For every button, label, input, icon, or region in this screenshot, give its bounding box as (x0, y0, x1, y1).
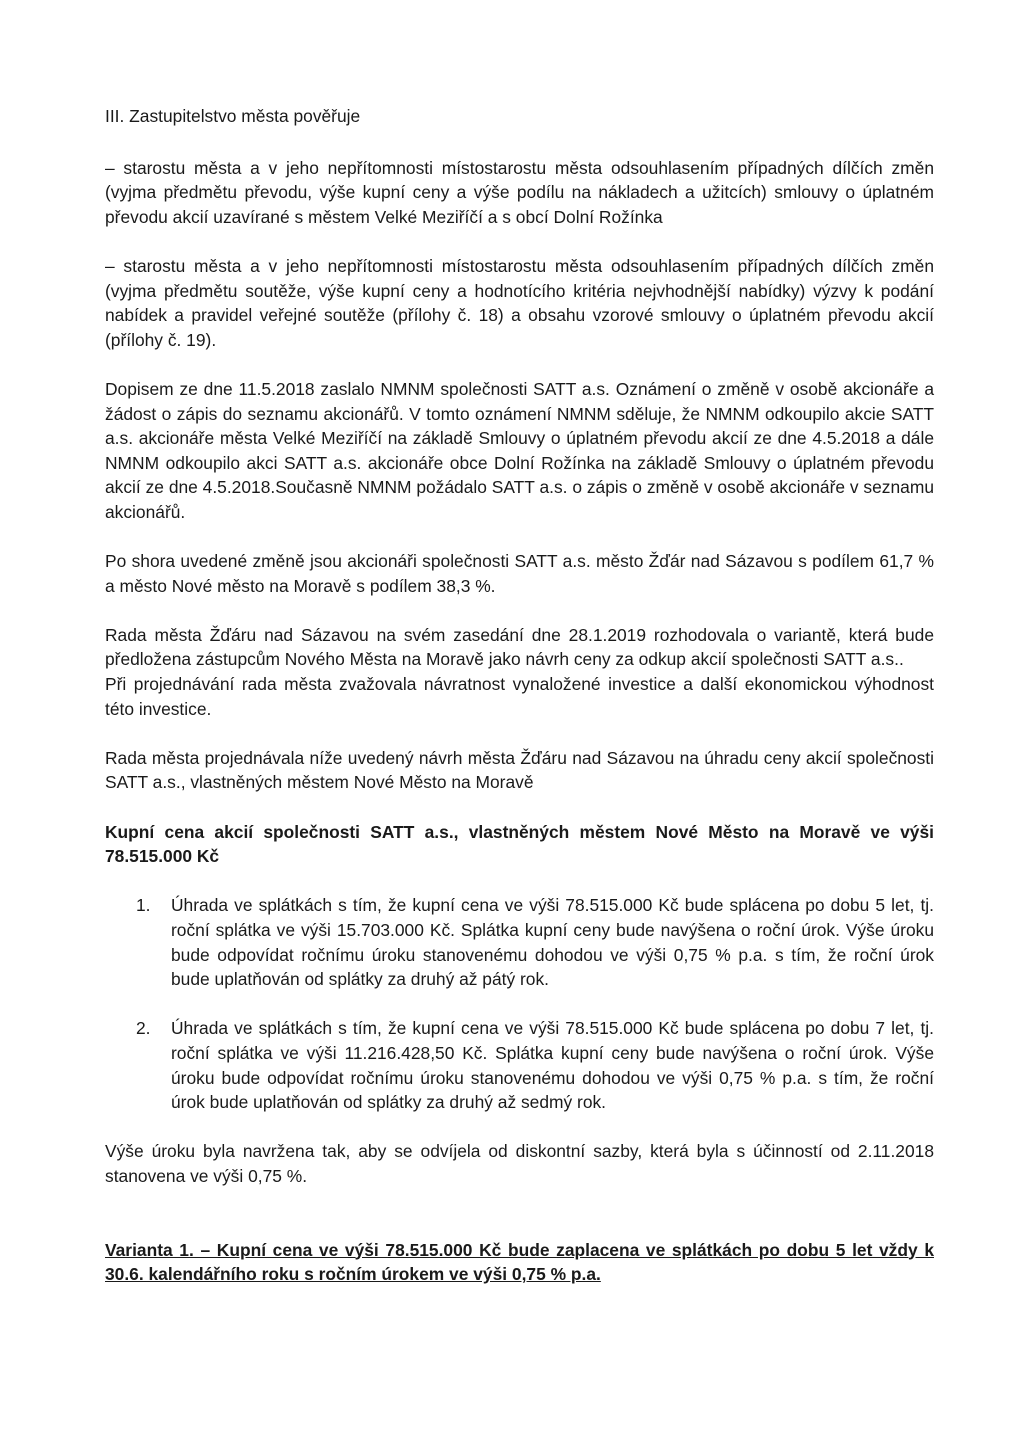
paragraph-letter: Dopisem ze dne 11.5.2018 zaslalo NMNM společnosti SATT a.s. Oznámení o změně v osobě akcionáře a žádost o zápis do seznamu akcionářů. V tomto oznámení NMNM sděluje, že NMNM odkoupilo akcie SATT a.s. akcionáře města Velké Meziříčí na základě Smlouvy o úplatném převodu akcií ze dne 4.5.2018 a dále NMNM odkoupilo akci SATT a.s. akcionáře obce Dolní Rožínka na základě Smlouvy o úplatném převodu akcií ze dne 4.5.2018.Současně NMNM požádalo SATT a.s. o zápis o změně v osobě akcionáře v seznamu akcionářů. (105, 378, 934, 522)
variant-1-heading: Varianta 1. – Kupní cena ve výši 78.515.000 Kč bude zaplacena ve splátkách po dobu 5 let vždy k 30.6. kalendářního roku s ročním úrokem ve výši 0,75 % p.a. (105, 1239, 934, 1285)
paragraph-shareholders: Po shora uvedené změně jsou akcionáři společnosti SATT a.s. město Žďár nad Sázavou s podílem 61,7 % a město Nové město na Moravě s podílem 38,3 %. (105, 551, 934, 596)
paragraph-delegation-1: – starostu města a v jeho nepřítomnosti místostarostu města odsouhlasením případných dílčích změn (vyjma předmětu převodu, výše kupní ceny a výše podílu na nákladech a užitcích) smlouvy o úplatném převodu akcií uzavírané s městem Velké Meziříčí a s obcí Dolní Rožínka (105, 157, 934, 227)
list-item (136, 893, 934, 991)
section-heading: III. Zastupitelstvo města pověřuje (105, 106, 361, 126)
paragraph-delegation-2: – starostu města a v jeho nepřítomnosti místostarostu města odsouhlasením případných dílčích změn (vyjma předmětu soutěže, výše kupní ceny a hodnotícího kritéria nejvhodnější nabídky) výzvy k podání nabídek a pravidel veřejné soutěže (přílohy č. 18) a obsahu vzorové smlouvy o úplatném převodu akcií (přílohy č. 19). (105, 255, 934, 350)
interest-rate-note: Výše úroku byla navržena tak, aby se odvíjela od diskontní sazby, která byla s účinností od 2.11.2018 stanovena ve výši 0,75 %. (105, 1141, 934, 1186)
paragraph-council-meeting: Rada města Žďáru nad Sázavou na svém zasedání dne 28.1.2019 rozhodovala o variantě, která bude předložena zástupcům Nového Města na Moravě jako návrh ceny za odkup akcií společnosti SATT a.s.. (105, 624, 934, 670)
list-item-text: Úhrada ve splátkách s tím, že kupní cena ve výši 78.515.000 Kč bude splácena po dobu 7 let, tj. roční splátka ve výši 11.216.428,50 Kč. Splátka kupní ceny bude navýšena o roční úrok. Výše úroku bude odpovídat ročnímu úroku stanovenému dohodou ve výši 0,75 % p.a. s tím, že roční úrok bude uplatňován od splátky za druhý až sedmý rok. (171, 1018, 934, 1113)
purchase-price-heading: Kupní cena akcií společnosti SATT a.s., vlastněných městem Nové Město na Moravě ve výši 78.515.000 Kč (105, 821, 934, 867)
list-item-number: 2. (136, 1018, 151, 1039)
paragraph-proposal: Rada města projednávala níže uvedený návrh města Žďáru nad Sázavou na úhradu ceny akcií společnosti SATT a.s., vlastněných městem Nové Město na Moravě (105, 747, 934, 793)
list-item (136, 1016, 934, 1114)
list-item-number: 1. (136, 895, 151, 916)
paragraph-council-consideration: Při projednávání rada města zvažovala návratnost vynaložené investice a další ekonomickou výhodnost této investice. (105, 674, 934, 719)
payment-options-list (105, 893, 934, 1114)
list-item-text: Úhrada ve splátkách s tím, že kupní cena ve výši 78.515.000 Kč bude splácena po dobu 5 let, tj. roční splátka ve výši 15.703.000 Kč. Splátka kupní ceny bude navýšena o roční úrok. Výše úroku bude odpovídat ročnímu úroku stanovenému dohodou ve výši 0,75 % p.a. s tím, že roční úrok bude uplatňován od splátky za druhý až pátý rok. (171, 895, 934, 990)
